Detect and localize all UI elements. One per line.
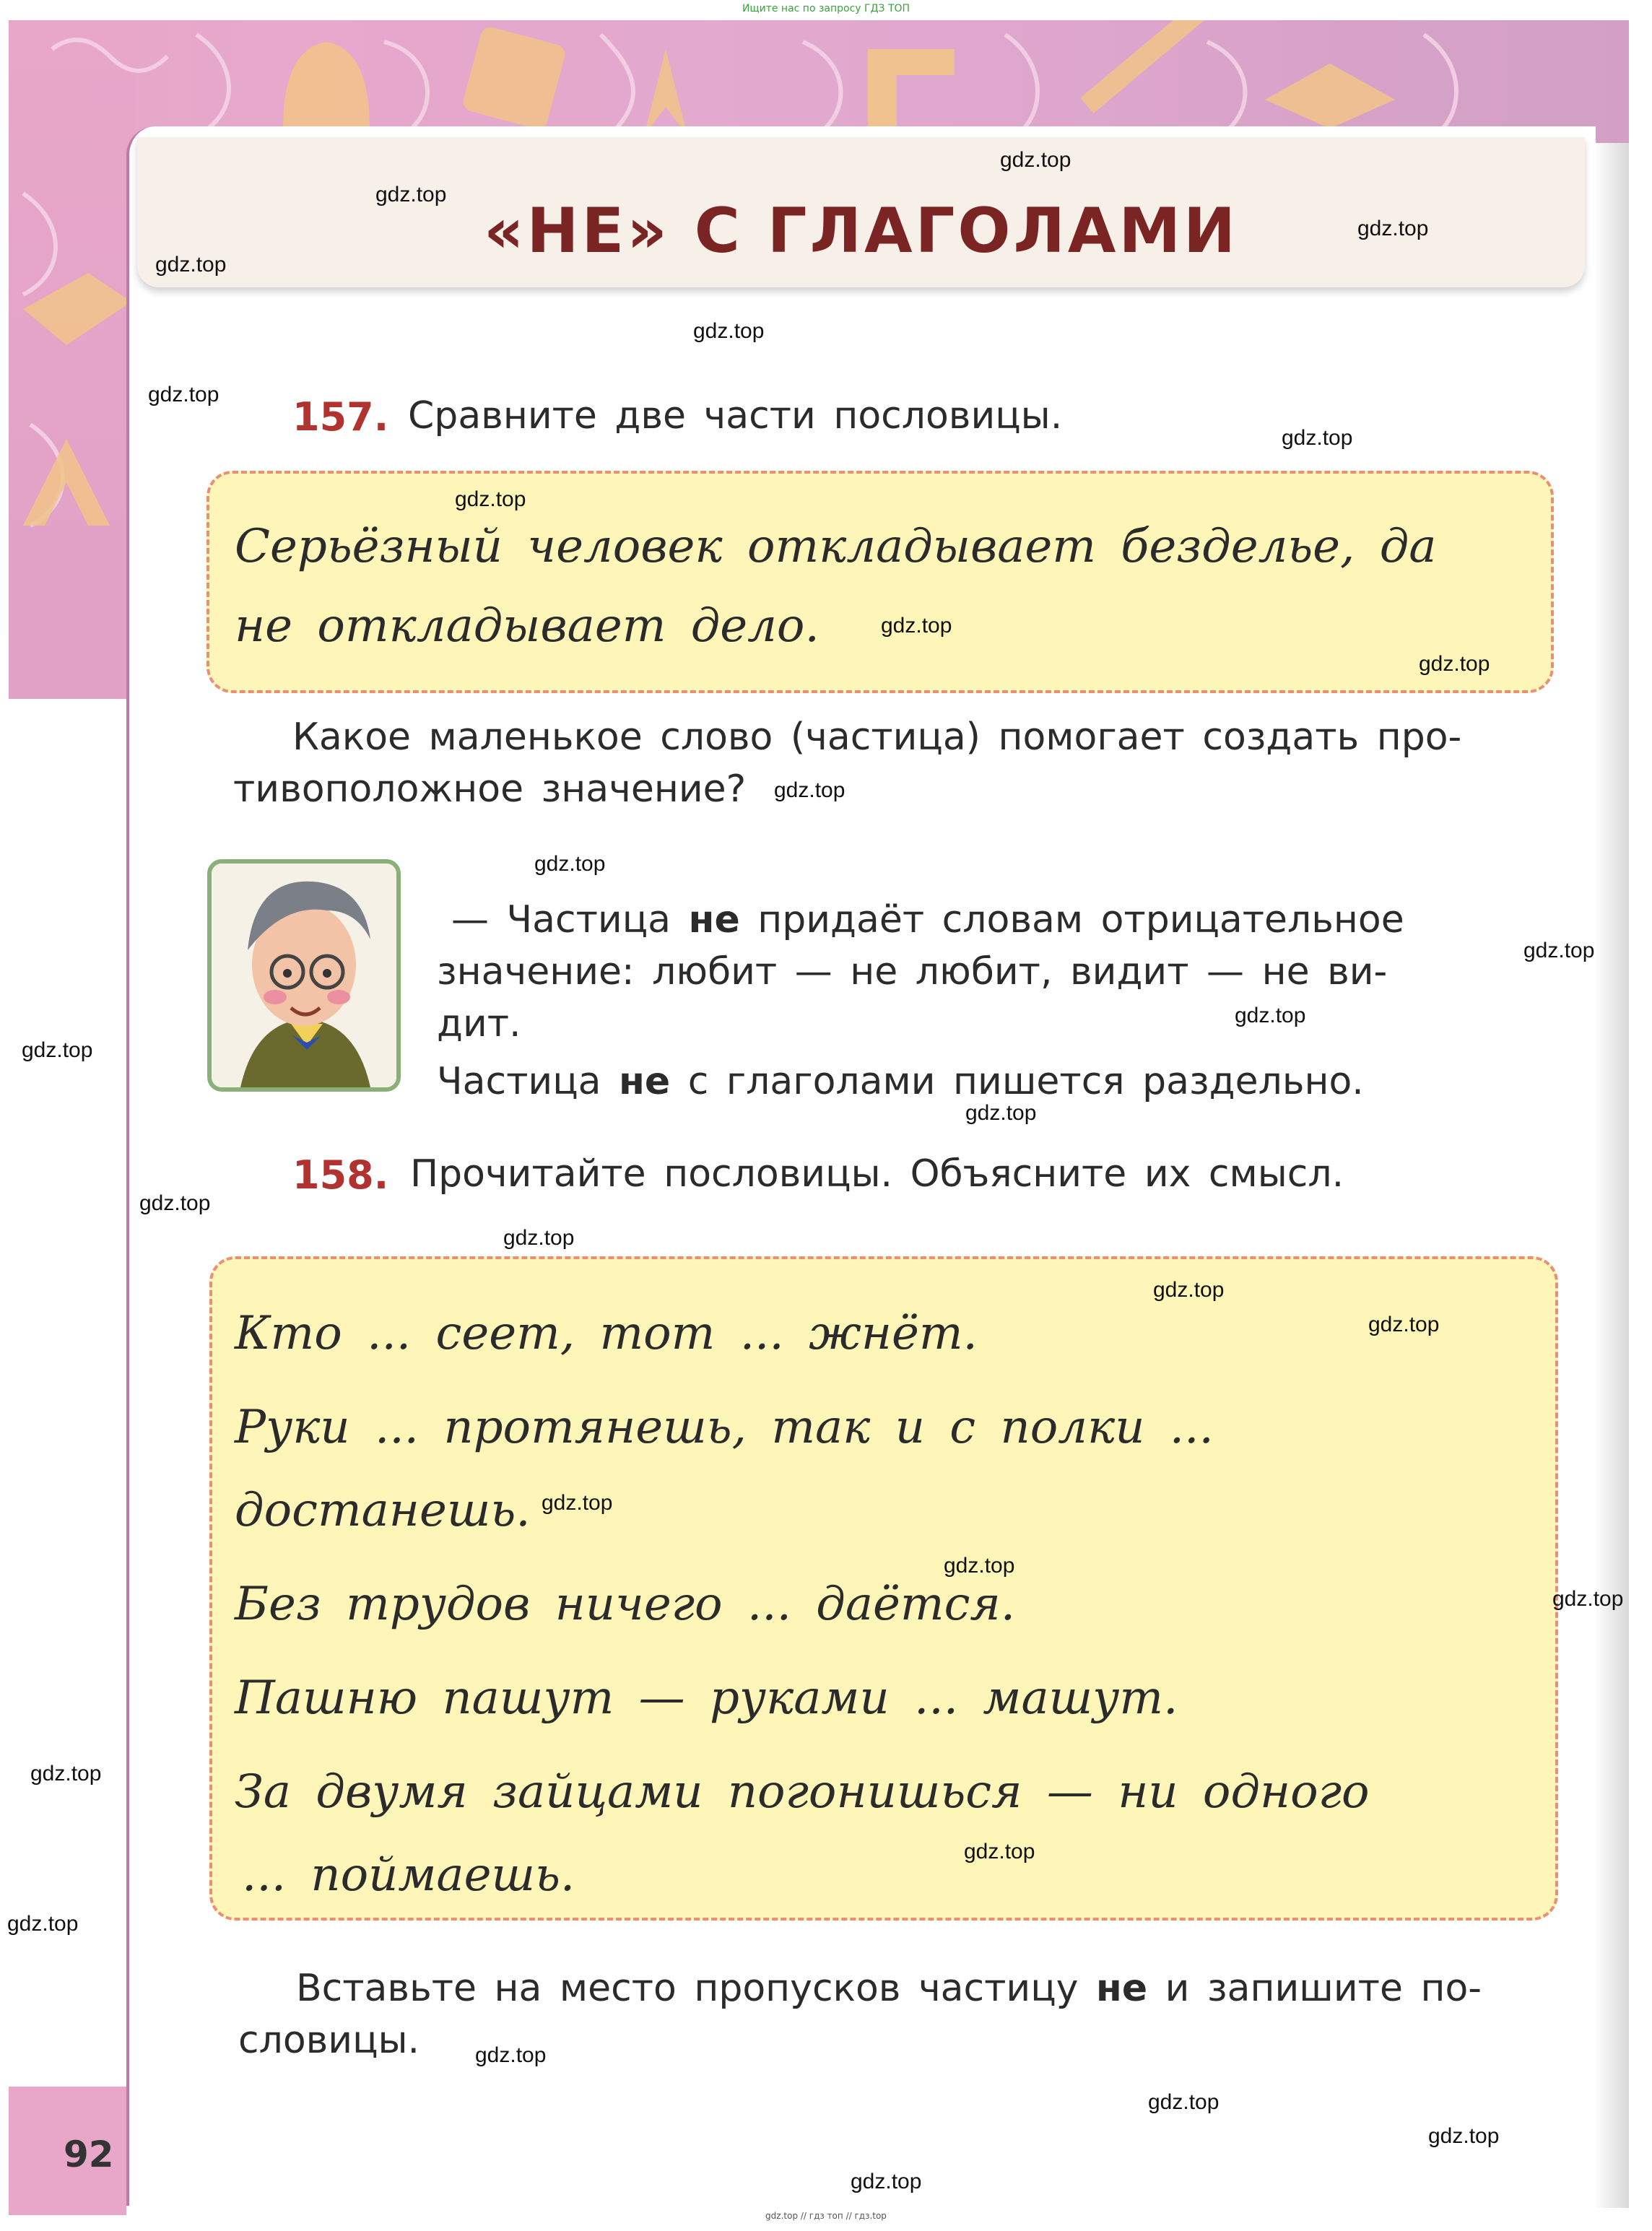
rule-line1 (451, 894, 1404, 946)
exercise-157-task: Сравните две части пословицы. (408, 394, 1063, 438)
instruction-bold: не (1095, 1967, 1148, 2010)
proverb-158-line2: Руки ... протянешь, так и с полки ... (235, 1401, 1214, 1454)
proverb-158-line7: ... поймаешь. (242, 1848, 575, 1902)
proverb-158-line4: Без трудов ничего ... даётся. (235, 1578, 1016, 1631)
watermark: gdz.top (1419, 652, 1490, 676)
watermark: gdz.top (1523, 939, 1595, 962)
watermark: gdz.top (774, 778, 845, 802)
watermark: gdz.top (375, 183, 447, 206)
instruction-158-line2: словицы. (238, 2019, 420, 2062)
watermark: gdz.top (475, 2043, 547, 2067)
bell-icon (283, 42, 370, 129)
watermark: gdz.top (1552, 1587, 1624, 1611)
professor-avatar-icon (212, 864, 396, 1087)
watermark: gdz.top (7, 1912, 79, 1936)
watermark: gdz.top (455, 487, 526, 511)
proverb-158-line1: Кто ... сеет, тот ... жнёт. (235, 1307, 978, 1360)
rule-line4-before: Частица (437, 1060, 601, 1103)
question-157-line1: Какое маленькое слово (частица) помогает создать про- (292, 716, 1462, 759)
page-number: 92 (64, 2134, 114, 2175)
watermark: gdz.top (1357, 217, 1429, 240)
watermark: gdz.top (1153, 1278, 1225, 1302)
watermark: gdz.top (1000, 148, 1071, 172)
watermark: gdz.top (542, 1491, 613, 1515)
side-letter-a-icon (23, 439, 110, 526)
pencil-icon (1080, 20, 1204, 113)
watermark: gdz.top (139, 1191, 211, 1215)
proverb-158-line5: Пашню пашут — руками ... машут. (235, 1671, 1178, 1725)
rule-line4-after: с глаголами пишется раздельно. (687, 1060, 1364, 1103)
page-edge-shadow (1593, 143, 1629, 2208)
watermark: gdz.top (964, 1840, 1035, 1863)
book-icon (1265, 64, 1395, 129)
watermark: gdz.top (1368, 1313, 1440, 1336)
watermark: gdz.top (1235, 1004, 1306, 1027)
leaf-icon (644, 49, 687, 136)
watermark: gdz.top (22, 1038, 93, 1062)
question-157-line2: тивоположное значение? (233, 767, 747, 811)
instruction-before: Вставьте на место пропусков частицу (296, 1967, 1079, 2010)
proverb-158-line3: достанешь. (235, 1484, 531, 1537)
watermark: gdz.top (503, 1226, 575, 1250)
rule-line4 (437, 1056, 1364, 1108)
rule-line3: дит. (437, 1002, 521, 1045)
rule-line1-after: придаёт словам отрицательное (757, 898, 1404, 941)
proverb-157-line1: Серьёзный человек откладывает безделье, да (235, 520, 1437, 573)
letter-b-icon (461, 25, 568, 131)
proverb-box-157 (206, 471, 1554, 693)
proverb-157-line2: не откладывает дело. (235, 599, 820, 653)
top-note: Ищите нас по запросу ГДЗ ТОП (742, 3, 910, 14)
rule-line1-before: — Частица (451, 898, 671, 941)
rule-line1-bold: не (688, 898, 740, 941)
watermark: gdz.top (534, 852, 606, 876)
watermark: gdz.top (693, 319, 765, 343)
bottom-note: gdz.top // гдз топ // гдз.top (765, 2211, 887, 2221)
proverb-158-line6: За двумя зайцами погонишься — ни одного (235, 1765, 1370, 1819)
watermark: gdz.top (1282, 426, 1353, 450)
watermark: gdz.top (1148, 2090, 1220, 2114)
watermark: gdz.top (851, 2170, 922, 2193)
watermark: gdz.top (944, 1554, 1015, 1578)
exercise-158-number: 158. (292, 1152, 389, 1198)
rule-line4-bold: не (618, 1060, 671, 1103)
exercise-158-task: Прочитайте пословицы. Объясните их смысл. (410, 1152, 1344, 1196)
page-title: «НЕ» С ГЛАГОЛАМИ (483, 195, 1239, 267)
watermark: gdz.top (155, 253, 227, 277)
instruction-158-line1 (296, 1962, 1482, 2014)
watermark: gdz.top (1428, 2124, 1500, 2148)
watermark: gdz.top (965, 1101, 1037, 1125)
watermark: gdz.top (881, 614, 952, 638)
watermark: gdz.top (30, 1762, 102, 1786)
exercise-157-number: 157. (292, 394, 389, 440)
instruction-after: и запишите по- (1165, 1967, 1482, 2010)
watermark: gdz.top (148, 383, 219, 406)
avatar (207, 859, 401, 1092)
rule-line2: значение: любит — не любит, видит — не ви- (437, 950, 1388, 993)
